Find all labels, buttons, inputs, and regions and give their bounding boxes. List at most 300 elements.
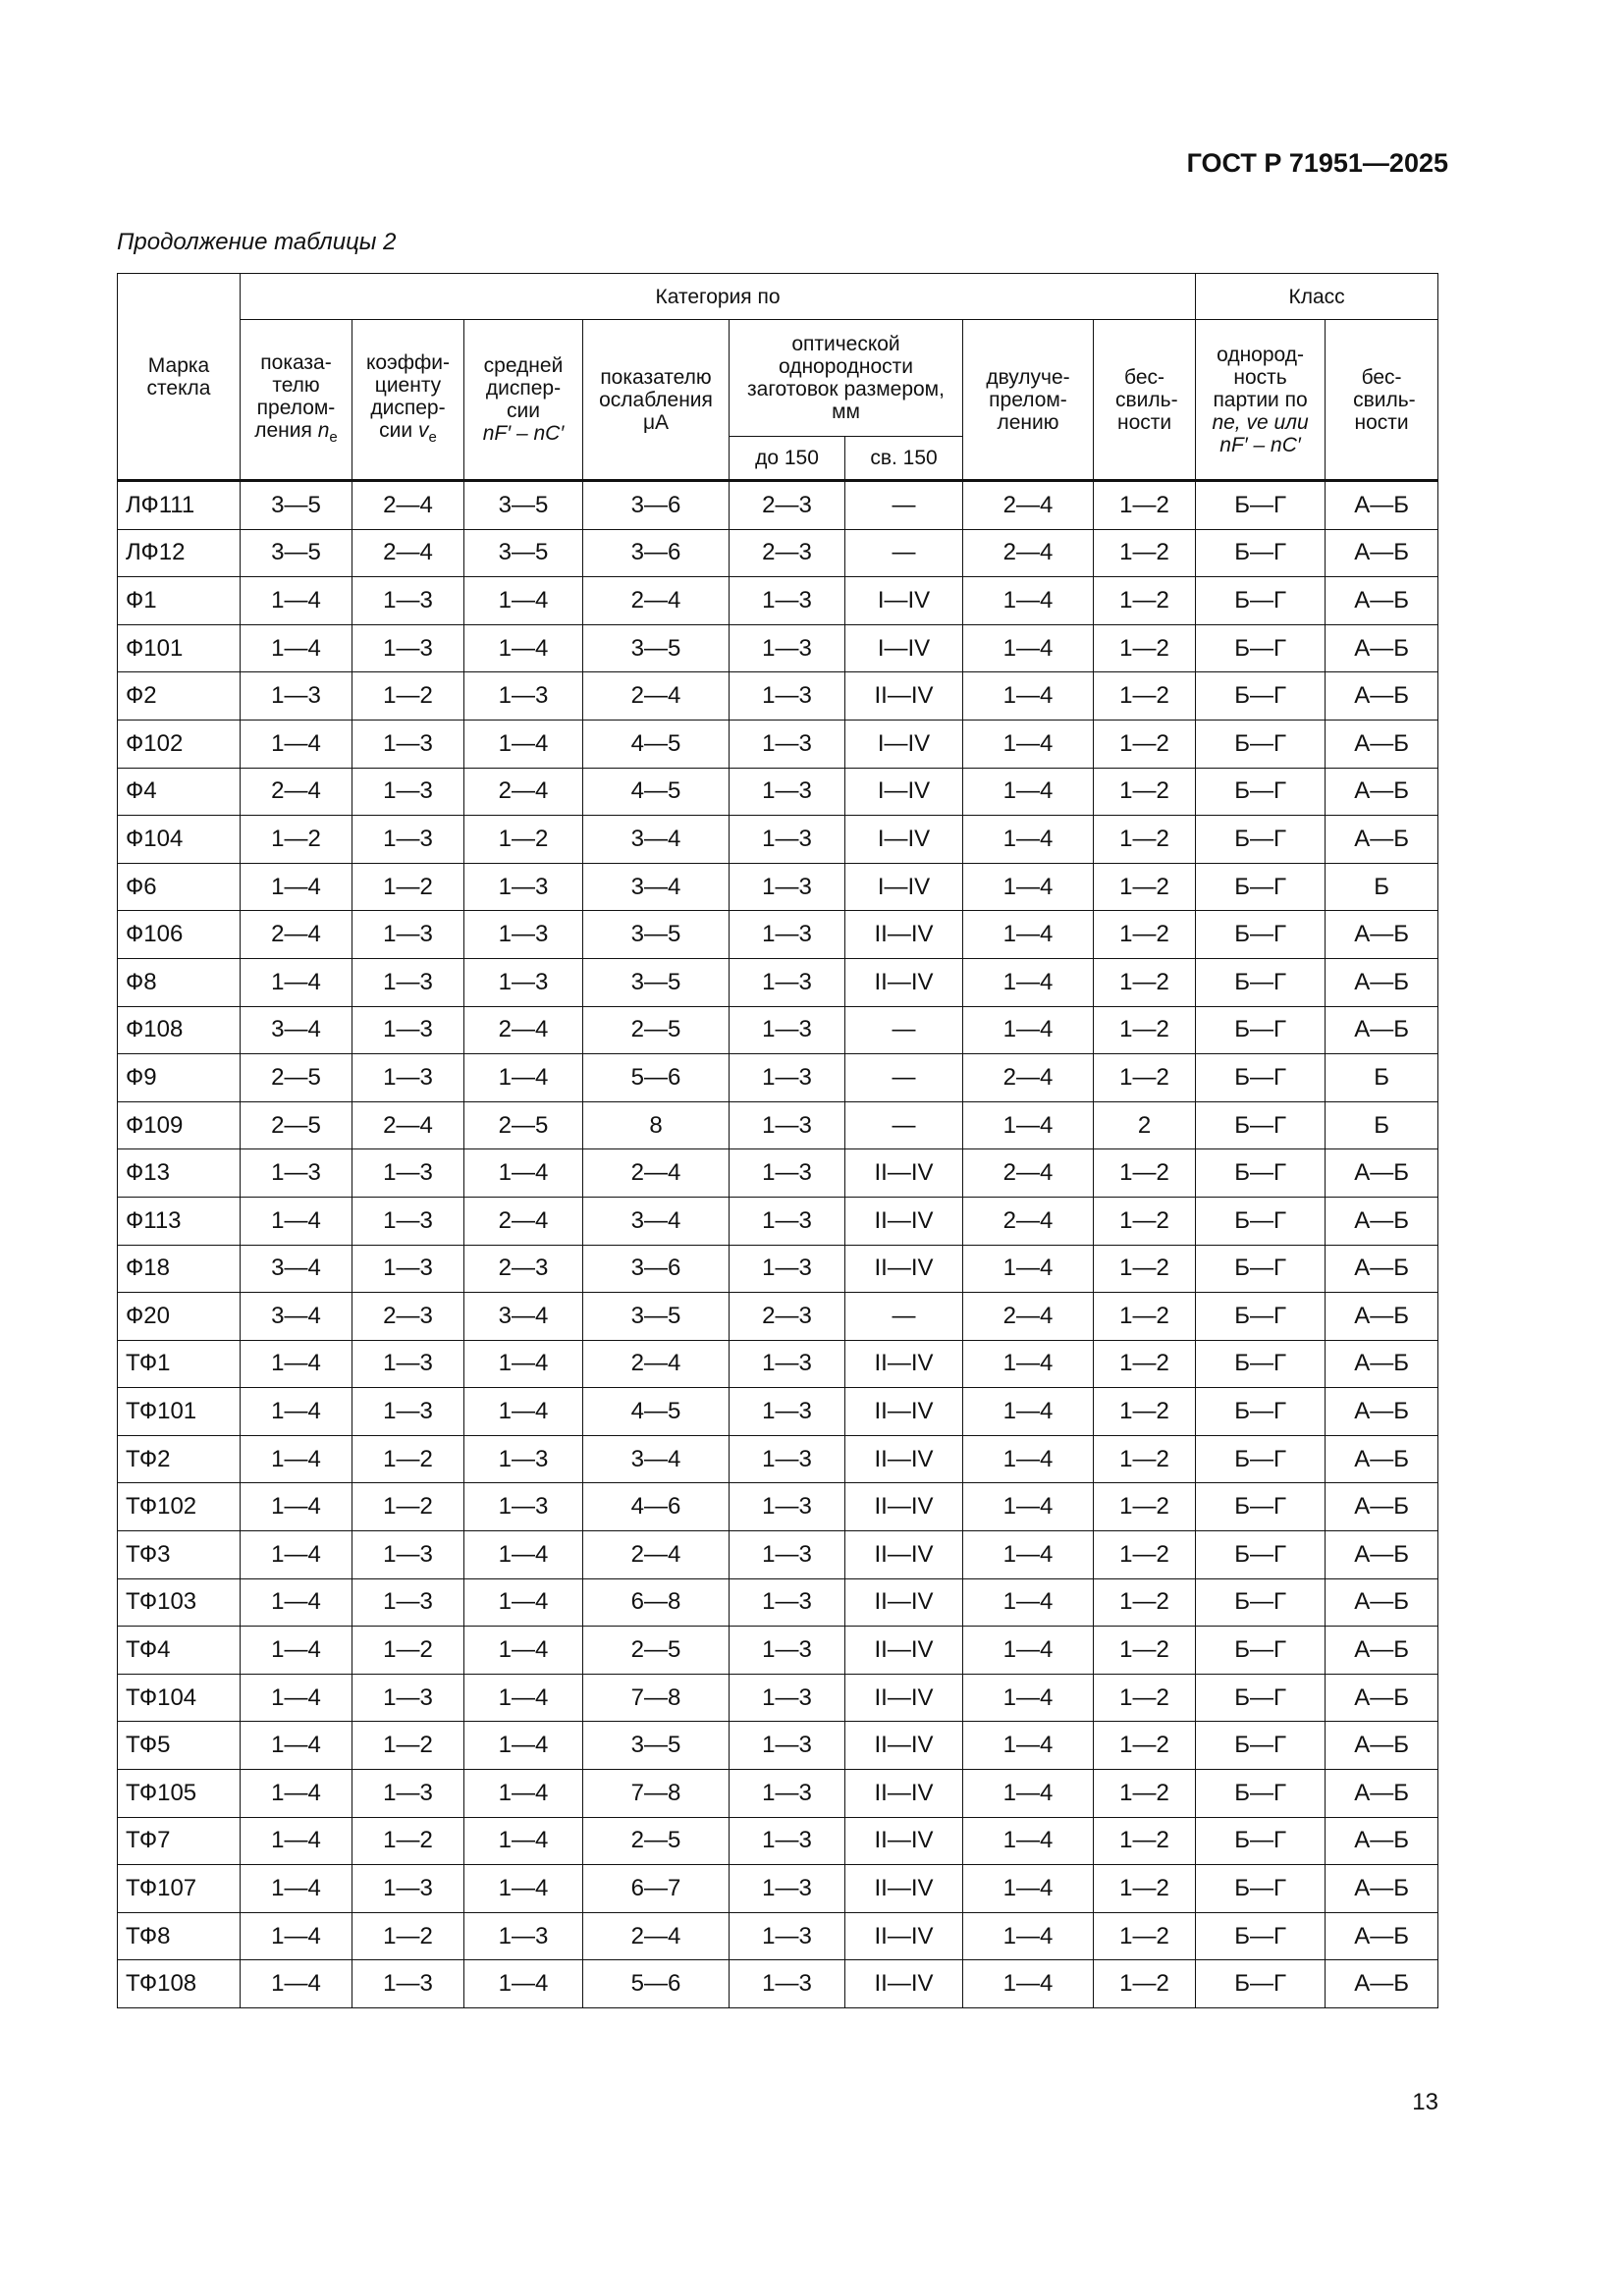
value-cell: 2—4 <box>464 1197 583 1245</box>
value-cell: А—Б <box>1326 1483 1438 1531</box>
value-cell: 2—3 <box>730 1293 845 1341</box>
table-row <box>118 1340 1438 1388</box>
header-refraction-symbol: n <box>317 418 330 442</box>
table-row <box>118 529 1438 577</box>
value-cell: II—IV <box>845 958 963 1006</box>
glass-mark-cell: Ф109 <box>118 1101 241 1149</box>
value-cell: 1—2 <box>1094 816 1196 864</box>
value-cell: 1—3 <box>464 1483 583 1531</box>
value-cell: — <box>845 1006 963 1054</box>
value-cell: 1—4 <box>241 1770 352 1818</box>
value-cell: Б—Г <box>1196 1912 1326 1960</box>
value-cell: 1—4 <box>963 1483 1094 1531</box>
value-cell: 1—4 <box>963 1722 1094 1770</box>
header-size-upto: до 150 <box>730 437 845 481</box>
table-row <box>118 863 1438 911</box>
value-cell: Б—Г <box>1196 1293 1326 1341</box>
value-cell: 1—3 <box>352 958 464 1006</box>
value-cell: 1—2 <box>1094 1054 1196 1102</box>
value-cell: 3—4 <box>583 1197 730 1245</box>
value-cell: 1—3 <box>730 1578 845 1627</box>
value-cell: 1—3 <box>730 1912 845 1960</box>
value-cell: 1—3 <box>352 1197 464 1245</box>
value-cell: Б—Г <box>1196 768 1326 816</box>
value-cell: 1—2 <box>1094 1722 1196 1770</box>
glass-mark-cell: ЛФ111 <box>118 481 241 530</box>
value-cell: 3—5 <box>583 911 730 959</box>
value-cell: 2—4 <box>963 529 1094 577</box>
value-cell: I—IV <box>845 577 963 625</box>
value-cell: 1—3 <box>730 1101 845 1149</box>
value-cell: 1—4 <box>464 1054 583 1102</box>
value-cell: 1—4 <box>241 1531 352 1579</box>
glass-mark-cell: Ф108 <box>118 1006 241 1054</box>
value-cell: 1—4 <box>464 1531 583 1579</box>
table-row <box>118 1293 1438 1341</box>
value-cell: А—Б <box>1326 816 1438 864</box>
value-cell: А—Б <box>1326 1674 1438 1722</box>
value-cell: 2—5 <box>241 1054 352 1102</box>
value-cell: II—IV <box>845 1245 963 1293</box>
value-cell: 1—4 <box>963 1770 1094 1818</box>
glass-mark-cell: Ф106 <box>118 911 241 959</box>
value-cell: 1—2 <box>1094 1388 1196 1436</box>
value-cell: 1—2 <box>1094 481 1196 530</box>
value-cell: 1—3 <box>730 1770 845 1818</box>
value-cell: 1—2 <box>1094 1245 1196 1293</box>
value-cell: 1—3 <box>730 1006 845 1054</box>
value-cell: II—IV <box>845 1388 963 1436</box>
value-cell: 6—7 <box>583 1865 730 1913</box>
glass-mark-cell: ТФ2 <box>118 1435 241 1483</box>
value-cell: 5—6 <box>583 1054 730 1102</box>
table-row <box>118 1770 1438 1818</box>
header-class-bubbles: бес- свиль- ности <box>1326 320 1438 481</box>
value-cell: 3—5 <box>583 624 730 672</box>
value-cell: 2—4 <box>583 1912 730 1960</box>
table-row <box>118 958 1438 1006</box>
value-cell: 1—4 <box>241 1340 352 1388</box>
table-row <box>118 1722 1438 1770</box>
value-cell: 1—3 <box>352 624 464 672</box>
value-cell: 1—3 <box>464 911 583 959</box>
value-cell: Б—Г <box>1196 1627 1326 1675</box>
value-cell: 7—8 <box>583 1770 730 1818</box>
value-cell: 1—3 <box>352 768 464 816</box>
value-cell: 1—3 <box>730 768 845 816</box>
value-cell: 1—4 <box>464 1388 583 1436</box>
value-cell: I—IV <box>845 863 963 911</box>
value-cell: А—Б <box>1326 1578 1438 1627</box>
value-cell: А—Б <box>1326 1770 1438 1818</box>
value-cell: 1—3 <box>352 1770 464 1818</box>
value-cell: 1—4 <box>963 1912 1094 1960</box>
value-cell: 3—6 <box>583 481 730 530</box>
value-cell: 1—4 <box>241 577 352 625</box>
table-row <box>118 1960 1438 2008</box>
glass-mark-cell: Ф4 <box>118 768 241 816</box>
table-row <box>118 768 1438 816</box>
value-cell: 1—4 <box>963 624 1094 672</box>
value-cell: 1—3 <box>730 1674 845 1722</box>
value-cell: 3—4 <box>241 1006 352 1054</box>
value-cell: А—Б <box>1326 1817 1438 1865</box>
value-cell: Б—Г <box>1196 624 1326 672</box>
value-cell: Б <box>1326 863 1438 911</box>
header-dispersion-coef-subscript: e <box>428 428 437 446</box>
value-cell: 1—2 <box>1094 1531 1196 1579</box>
header-dispersion-coef <box>352 320 464 481</box>
value-cell: 1—4 <box>464 1865 583 1913</box>
value-cell: 1—2 <box>352 672 464 721</box>
value-cell: А—Б <box>1326 1388 1438 1436</box>
value-cell: 2—4 <box>963 1197 1094 1245</box>
value-cell: Б—Г <box>1196 863 1326 911</box>
value-cell: 2—3 <box>730 481 845 530</box>
value-cell: 1—3 <box>730 1197 845 1245</box>
value-cell: 1—4 <box>963 911 1094 959</box>
value-cell: 3—5 <box>583 1293 730 1341</box>
value-cell: 1—2 <box>1094 624 1196 672</box>
value-cell: 1—2 <box>352 1817 464 1865</box>
value-cell: 1—3 <box>730 863 845 911</box>
value-cell: 1—3 <box>352 1340 464 1388</box>
value-cell: 2—4 <box>464 768 583 816</box>
value-cell: 8 <box>583 1101 730 1149</box>
value-cell: 1—4 <box>963 958 1094 1006</box>
value-cell: 1—2 <box>1094 1006 1196 1054</box>
value-cell: Б—Г <box>1196 1388 1326 1436</box>
value-cell: А—Б <box>1326 720 1438 768</box>
value-cell: 3—4 <box>583 863 730 911</box>
value-cell: А—Б <box>1326 911 1438 959</box>
value-cell: 1—4 <box>963 672 1094 721</box>
table-row <box>118 1865 1438 1913</box>
value-cell: 1—2 <box>1094 863 1196 911</box>
value-cell: 1—4 <box>963 1627 1094 1675</box>
table-row <box>118 1483 1438 1531</box>
value-cell: 1—3 <box>352 1245 464 1293</box>
value-cell: Б—Г <box>1196 529 1326 577</box>
table-row <box>118 1245 1438 1293</box>
value-cell: 1—3 <box>730 1149 845 1198</box>
value-cell: 4—5 <box>583 768 730 816</box>
value-cell: 1—3 <box>352 816 464 864</box>
value-cell: А—Б <box>1326 1865 1438 1913</box>
value-cell: 3—5 <box>583 1722 730 1770</box>
value-cell: 1—3 <box>352 577 464 625</box>
value-cell: II—IV <box>845 1340 963 1388</box>
glass-mark-cell: ТФ105 <box>118 1770 241 1818</box>
value-cell: 2—4 <box>583 577 730 625</box>
value-cell: 1—4 <box>963 1817 1094 1865</box>
value-cell: Б <box>1326 1101 1438 1149</box>
value-cell: А—Б <box>1326 1912 1438 1960</box>
value-cell: 1—4 <box>963 816 1094 864</box>
value-cell: А—Б <box>1326 1149 1438 1198</box>
table-row <box>118 1388 1438 1436</box>
glass-mark-cell: ТФ107 <box>118 1865 241 1913</box>
value-cell: 1—3 <box>464 1912 583 1960</box>
value-cell: 1—4 <box>464 577 583 625</box>
value-cell: 1—4 <box>963 1006 1094 1054</box>
value-cell: 1—4 <box>963 1101 1094 1149</box>
header-mean-dispersion-text: средней диспер- сии <box>483 354 564 422</box>
value-cell: А—Б <box>1326 1245 1438 1293</box>
value-cell: Б—Г <box>1196 1531 1326 1579</box>
value-cell: Б—Г <box>1196 1865 1326 1913</box>
value-cell: II—IV <box>845 1627 963 1675</box>
value-cell: 1—2 <box>1094 768 1196 816</box>
value-cell: Б—Г <box>1196 911 1326 959</box>
value-cell: 1—3 <box>352 1578 464 1627</box>
value-cell: — <box>845 1101 963 1149</box>
glass-mark-cell: Ф113 <box>118 1197 241 1245</box>
glass-mark-cell: Ф102 <box>118 720 241 768</box>
value-cell: 2—4 <box>241 768 352 816</box>
value-cell: А—Б <box>1326 1340 1438 1388</box>
value-cell: 1—2 <box>352 1912 464 1960</box>
value-cell: 1—3 <box>352 720 464 768</box>
value-cell: 1—4 <box>963 720 1094 768</box>
value-cell: 1—4 <box>963 1960 1094 2008</box>
value-cell: А—Б <box>1326 624 1438 672</box>
value-cell: 1—2 <box>1094 1578 1196 1627</box>
value-cell: А—Б <box>1326 1722 1438 1770</box>
value-cell: 2—4 <box>963 1293 1094 1341</box>
value-cell: Б—Г <box>1196 1101 1326 1149</box>
header-attenuation <box>583 320 730 481</box>
value-cell: 3—4 <box>464 1293 583 1341</box>
value-cell: 1—3 <box>730 1531 845 1579</box>
glass-mark-cell: ТФ104 <box>118 1674 241 1722</box>
value-cell: II—IV <box>845 1149 963 1198</box>
value-cell: 1—4 <box>241 1483 352 1531</box>
header-mean-dispersion <box>464 320 583 481</box>
table-row <box>118 672 1438 721</box>
value-cell: 1—4 <box>241 720 352 768</box>
value-cell: 2—4 <box>963 1054 1094 1102</box>
value-cell: II—IV <box>845 1722 963 1770</box>
value-cell: 2—5 <box>241 1101 352 1149</box>
value-cell: А—Б <box>1326 1531 1438 1579</box>
value-cell: II—IV <box>845 1770 963 1818</box>
header-class-group: Класс <box>1196 274 1438 320</box>
value-cell: 1—2 <box>352 863 464 911</box>
value-cell: 1—4 <box>464 1627 583 1675</box>
value-cell: II—IV <box>845 1912 963 1960</box>
value-cell: I—IV <box>845 816 963 864</box>
value-cell: 1—4 <box>963 1388 1094 1436</box>
value-cell: 2—3 <box>464 1245 583 1293</box>
value-cell: I—IV <box>845 720 963 768</box>
value-cell: 1—4 <box>464 624 583 672</box>
page-number: 13 <box>1412 2089 1438 2115</box>
value-cell: 2—4 <box>352 481 464 530</box>
header-dispersion-coef-symbol: v <box>417 418 429 442</box>
value-cell: А—Б <box>1326 529 1438 577</box>
value-cell: 1—3 <box>352 1531 464 1579</box>
value-cell: 1—4 <box>241 1674 352 1722</box>
table-row <box>118 577 1438 625</box>
table-row <box>118 1817 1438 1865</box>
value-cell: I—IV <box>845 768 963 816</box>
glass-mark-cell: ТФ5 <box>118 1722 241 1770</box>
table-row <box>118 816 1438 864</box>
header-optical-homogeneity: оптической однородности заготовок размером, мм <box>730 320 963 437</box>
value-cell: 1—4 <box>963 863 1094 911</box>
glass-mark-cell: Ф6 <box>118 863 241 911</box>
value-cell: Б—Г <box>1196 816 1326 864</box>
value-cell: 2—5 <box>583 1817 730 1865</box>
value-cell: Б—Г <box>1196 1340 1326 1388</box>
value-cell: 1—4 <box>241 1197 352 1245</box>
table-row <box>118 1006 1438 1054</box>
header-attenuation-symbol: μA <box>642 410 670 434</box>
table-row <box>118 481 1438 530</box>
value-cell: 1—2 <box>1094 958 1196 1006</box>
value-cell: 2—4 <box>352 1101 464 1149</box>
value-cell: 1—3 <box>464 863 583 911</box>
value-cell: 1—2 <box>1094 1865 1196 1913</box>
value-cell: 2—5 <box>583 1006 730 1054</box>
value-cell: 2 <box>1094 1101 1196 1149</box>
value-cell: Б—Г <box>1196 481 1326 530</box>
value-cell: Б <box>1326 1054 1438 1102</box>
header-birefringence: двулуче- прелом- лению <box>963 320 1094 481</box>
value-cell: II—IV <box>845 1435 963 1483</box>
value-cell: 1—4 <box>241 958 352 1006</box>
glass-mark-cell: ТФ102 <box>118 1483 241 1531</box>
header-dispersion-coef-text: коэффи- циенту диспер- сии <box>365 350 451 442</box>
value-cell: — <box>845 1054 963 1102</box>
value-cell: 3—5 <box>241 481 352 530</box>
value-cell: — <box>845 1293 963 1341</box>
value-cell: А—Б <box>1326 672 1438 721</box>
header-refraction <box>241 320 352 481</box>
value-cell: 1—2 <box>1094 1912 1196 1960</box>
value-cell: 1—4 <box>963 1674 1094 1722</box>
value-cell: 2—4 <box>464 1006 583 1054</box>
value-cell: 1—3 <box>241 1149 352 1198</box>
value-cell: II—IV <box>845 1817 963 1865</box>
value-cell: II—IV <box>845 1578 963 1627</box>
value-cell: 2—4 <box>241 911 352 959</box>
table-row <box>118 1531 1438 1579</box>
value-cell: 1—2 <box>1094 1149 1196 1198</box>
value-cell: II—IV <box>845 672 963 721</box>
value-cell: 1—3 <box>352 1149 464 1198</box>
table-row <box>118 1578 1438 1627</box>
document-code: ГОСТ Р 71951—2025 <box>1186 148 1448 178</box>
value-cell: А—Б <box>1326 481 1438 530</box>
header-refraction-text: показа- телю прелом- ления <box>254 350 336 442</box>
glass-mark-cell: ТФ1 <box>118 1340 241 1388</box>
glass-mark-cell: ТФ103 <box>118 1578 241 1627</box>
value-cell: 2—4 <box>583 1340 730 1388</box>
value-cell: 1—4 <box>464 1340 583 1388</box>
table-row <box>118 1054 1438 1102</box>
value-cell: 1—3 <box>730 816 845 864</box>
value-cell: 1—2 <box>1094 577 1196 625</box>
value-cell: 1—4 <box>464 1149 583 1198</box>
glass-category-table <box>117 273 1438 2008</box>
glass-mark-cell: Ф2 <box>118 672 241 721</box>
value-cell: 3—4 <box>241 1245 352 1293</box>
value-cell: 1—4 <box>963 1435 1094 1483</box>
value-cell: А—Б <box>1326 1960 1438 2008</box>
value-cell: 2—4 <box>583 1149 730 1198</box>
value-cell: 1—3 <box>730 1388 845 1436</box>
glass-mark-cell: ТФ4 <box>118 1627 241 1675</box>
glass-mark-cell: Ф1 <box>118 577 241 625</box>
value-cell: 1—3 <box>352 1006 464 1054</box>
glass-mark-cell: ТФ108 <box>118 1960 241 2008</box>
value-cell: 1—3 <box>730 1722 845 1770</box>
value-cell: 1—3 <box>730 1817 845 1865</box>
value-cell: 1—2 <box>241 816 352 864</box>
value-cell: 2—3 <box>352 1293 464 1341</box>
value-cell: 3—5 <box>241 529 352 577</box>
value-cell: I—IV <box>845 624 963 672</box>
table-row <box>118 1435 1438 1483</box>
value-cell: 3—6 <box>583 1245 730 1293</box>
value-cell: 2—4 <box>583 672 730 721</box>
value-cell: 1—3 <box>730 1483 845 1531</box>
value-cell: 1—3 <box>464 672 583 721</box>
value-cell: 1—2 <box>352 1627 464 1675</box>
header-batch-homogeneity-text: однород- ность партии по <box>1213 343 1308 411</box>
value-cell: 1—3 <box>730 1435 845 1483</box>
value-cell: Б—Г <box>1196 1770 1326 1818</box>
value-cell: Б—Г <box>1196 1197 1326 1245</box>
value-cell: 4—5 <box>583 1388 730 1436</box>
value-cell: 1—4 <box>464 1960 583 2008</box>
glass-mark-cell: ТФ3 <box>118 1531 241 1579</box>
value-cell: 4—5 <box>583 720 730 768</box>
value-cell: Б—Г <box>1196 1006 1326 1054</box>
value-cell: 1—2 <box>1094 1817 1196 1865</box>
value-cell: 3—4 <box>583 1435 730 1483</box>
value-cell: 1—4 <box>241 1865 352 1913</box>
header-batch-homogeneity-tail: ne, ve или nF′ – nC′ <box>1212 410 1309 456</box>
value-cell: 1—2 <box>1094 1770 1196 1818</box>
table-row <box>118 1627 1438 1675</box>
value-cell: 1—2 <box>352 1435 464 1483</box>
glass-mark-cell: Ф13 <box>118 1149 241 1198</box>
value-cell: Б—Г <box>1196 1149 1326 1198</box>
value-cell: 1—4 <box>241 624 352 672</box>
glass-mark-cell: Ф9 <box>118 1054 241 1102</box>
value-cell: 1—3 <box>352 1865 464 1913</box>
value-cell: 1—4 <box>464 1770 583 1818</box>
value-cell: 1—3 <box>730 1627 845 1675</box>
value-cell: 1—2 <box>352 1483 464 1531</box>
value-cell: 1—4 <box>241 863 352 911</box>
glass-mark-cell: ТФ8 <box>118 1912 241 1960</box>
table-header <box>118 274 1438 481</box>
value-cell: — <box>845 481 963 530</box>
value-cell: 1—2 <box>1094 1674 1196 1722</box>
table-row <box>118 1912 1438 1960</box>
value-cell: Б—Г <box>1196 1722 1326 1770</box>
header-mark: Марка стекла <box>118 274 241 481</box>
table-row <box>118 1674 1438 1722</box>
value-cell: 1—4 <box>241 1388 352 1436</box>
table-caption: Продолжение таблицы 2 <box>117 229 397 255</box>
value-cell: 1—4 <box>464 720 583 768</box>
value-cell: Б—Г <box>1196 958 1326 1006</box>
